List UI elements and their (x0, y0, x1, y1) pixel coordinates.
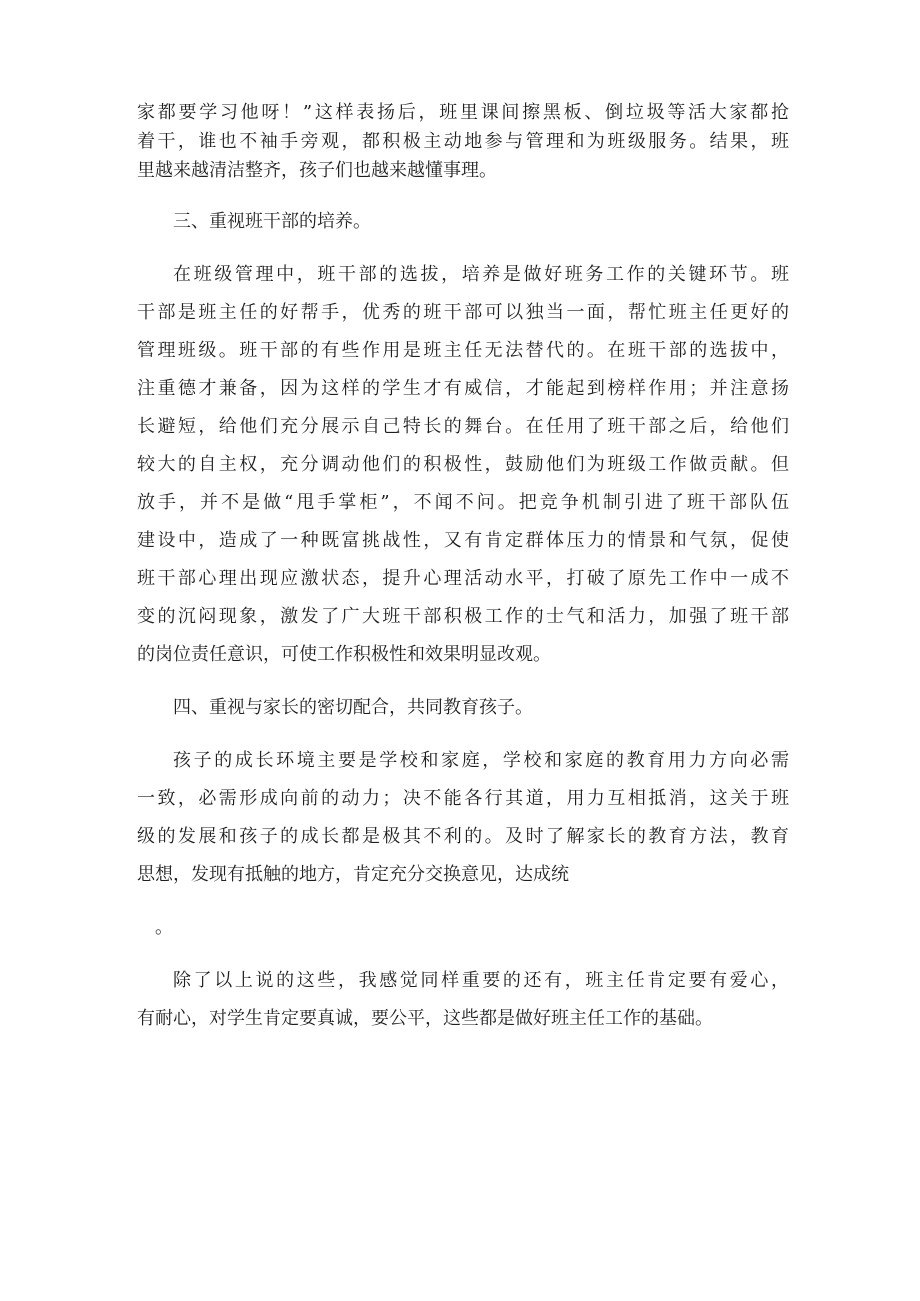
text-line: 里越来越清洁整齐，孩子们也越来越懂事理。 (137, 160, 497, 181)
text-line: 管理班级。班干部的有些作用是班主任无法替代的。在班干部的选拔中， (137, 340, 789, 361)
text-line: 建设中，造成了一种既富挑战性，又有肯定群体压力的情景和气氛，促使 (137, 530, 789, 551)
text-line: 级的发展和孩子的成长都是极其不利的。及时了解家长的教育方法，教育 (137, 826, 789, 847)
text-line: 着干，谁也不袖手旁观，都积极主动地参与管理和为班级服务。结果，班 (137, 131, 789, 152)
section4-tail: 。 (155, 917, 173, 938)
text-line: 放手，并不是做“甩手掌柜”，不闻不问。把竞争机制引进了班干部队伍 (137, 492, 789, 513)
text-line: 除了以上说的这些，我感觉同样重要的还有，班主任肯定要有爱心， (173, 970, 789, 991)
text-line: 长避短，给他们充分展示自己特长的舞台。在任用了班干部之后，给他们 (137, 416, 789, 437)
text-line: 有耐心，对学生肯定要真诚，要公平，这些都是做好班主任工作的基础。 (137, 1008, 713, 1029)
section-heading-4: 四、重视与家长的密切配合，共同教育孩子。 (173, 697, 533, 718)
section4-paragraph (137, 742, 789, 894)
text-line: 思想，发现有抵触的地方，肯定充分交换意见，达成统 (137, 864, 569, 885)
text-line: 家都要学习他呀！”这样表扬后，班里课间擦黑板、倒垃圾等活大家都抢 (137, 102, 789, 123)
text-line: 较大的自主权，充分调动他们的积极性，鼓励他们为班级工作做贡献。但 (137, 454, 789, 475)
text-line: 班干部心理出现应激状态，提升心理活动水平，打破了原先工作中一成不 (137, 568, 789, 589)
text-line: 注重德才兼备，因为这样的学生才有威信，才能起到榜样作用；并注意扬 (137, 378, 789, 399)
text-line: 变的沉闷现象，激发了广大班干部积极工作的士气和活力，加强了班干部 (137, 606, 789, 627)
closing-paragraph (137, 962, 789, 1038)
text-line: 一致，必需形成向前的动力；决不能各行其道，用力互相抵消，这关于班 (137, 788, 789, 809)
text-line: 干部是班主任的好帮手，优秀的班干部可以独当一面，帮忙班主任更好的 (137, 302, 789, 323)
section-heading-3: 三、重视班干部的培养。 (173, 211, 371, 232)
text-line: 孩子的成长环境主要是学校和家庭，学校和家庭的教育用力方向必需 (173, 750, 789, 771)
text-line: 的岗位责任意识，可使工作积极性和效果明显改观。 (137, 644, 551, 665)
text-line: 在班级管理中，班干部的选拔，培养是做好班务工作的关键环节。班 (173, 264, 789, 285)
opening-paragraph (137, 98, 789, 185)
section3-paragraph (137, 256, 789, 674)
document-page (137, 98, 789, 1038)
